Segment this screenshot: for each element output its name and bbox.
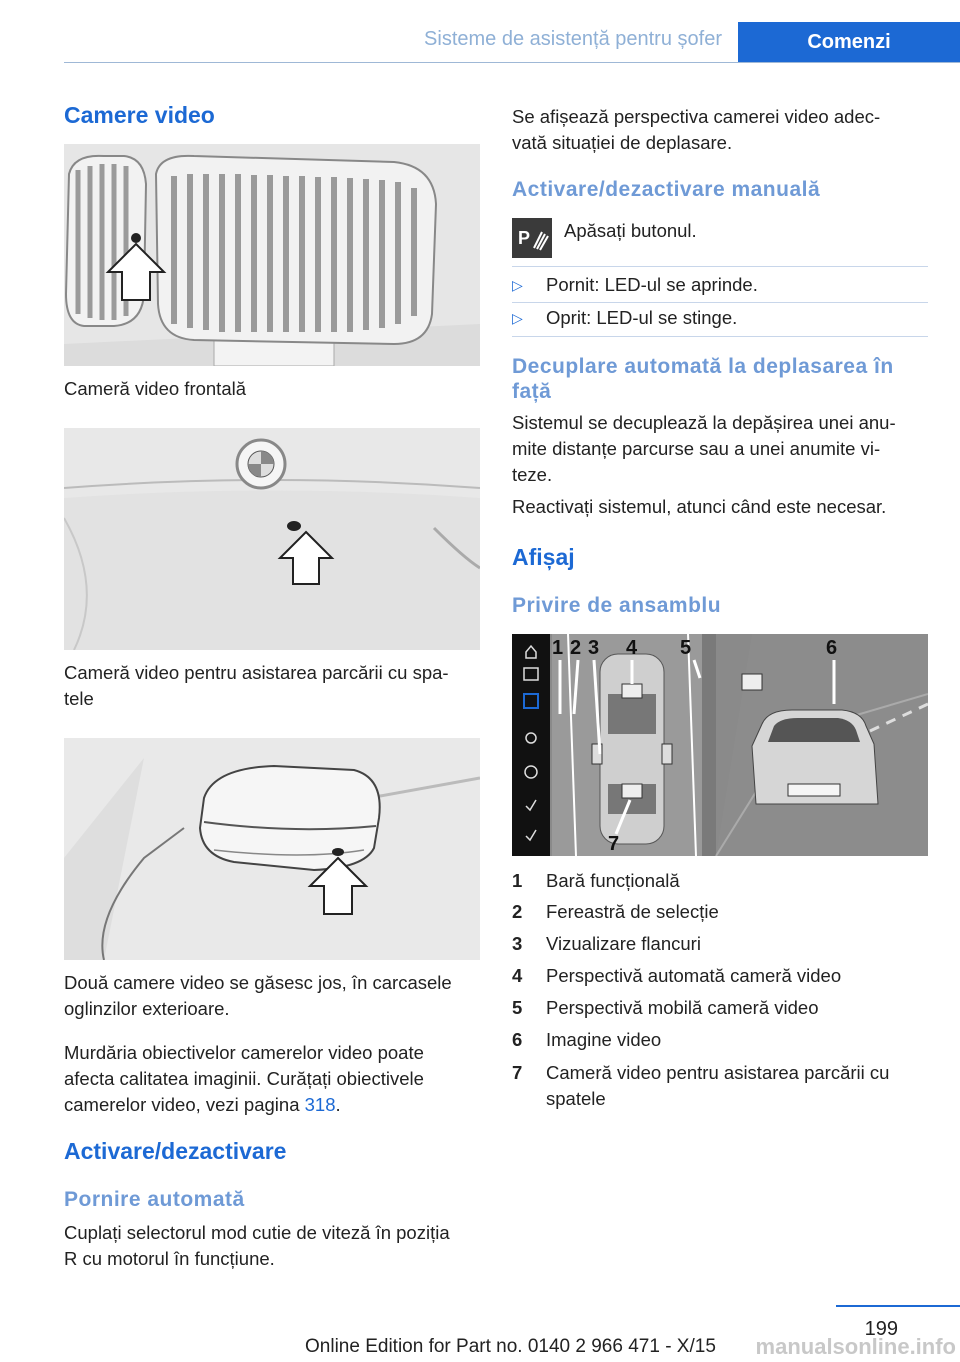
dirt-note-line3 [64,1092,341,1118]
heading-display: Afișaj [512,544,575,570]
legend-text: Perspectivă automată cameră video [546,965,842,986]
bullet-off-text: Oprit: LED-ul se stinge. [546,307,738,328]
reactivate-text: Reactivați sistemul, atunci când este necesar. [512,496,887,517]
parking-camera-button-icon [512,218,552,258]
intro-line1: Se afișează perspectiva camerei video adec- [512,106,881,127]
heading-camere-video: Camere video [64,102,215,128]
screen-number-3: 3 [588,637,600,659]
svg-text:P: P [518,228,531,248]
auto-start-line2: R cu motorul în funcțiune. [64,1248,275,1269]
figure-display-overview [512,634,928,856]
triangle-bullet-icon: ▷ [512,310,523,326]
dirt-note-line2: afecta calitatea imaginii. Curățați obiectivele [64,1068,424,1089]
caption-rear-camera-line1: Cameră video pentru asistarea parcării cu spa- [64,662,449,683]
bullet-separator-1 [512,266,928,267]
dirt-note-end: . [335,1094,341,1115]
legend-number: 1 [512,870,523,891]
bullet-separator-2 [512,302,928,303]
watermark-text: manualsonline.info [755,1334,956,1359]
figure-rear-camera [64,428,480,650]
screen-number-5: 5 [680,637,692,659]
header-section-title: Sisteme de asistență pentru șofer [424,28,722,50]
legend-number: 7 [512,1062,523,1083]
header-rule [64,62,960,63]
legend-number: 5 [512,997,523,1018]
header-tab-comenzi[interactable]: Comenzi [738,22,960,62]
page-link-318[interactable]: 318 [304,1094,336,1115]
legend-text: Fereastră de selecție [546,901,719,922]
heading-manual: Activare/dezactivare manuală [512,178,821,201]
legend-number: 6 [512,1029,523,1050]
triangle-bullet-icon: ▷ [512,277,523,293]
decouple-line1: Sistemul se decuplează la depășirea unei anu- [512,412,896,433]
screen-number-1: 1 [552,637,564,659]
caption-front-camera: Cameră video frontală [64,378,247,399]
heading-auto-start: Pornire automată [64,1188,245,1211]
caption-mirror-line1: Două camere video se găsesc jos, în carcasele [64,972,452,993]
intro-line2: vată situației de deplasare. [512,132,733,153]
legend-number: 4 [512,965,523,986]
decouple-line2: mite distanțe parcurse sau a unei anumite vi- [512,438,881,459]
screen-number-7: 7 [608,833,620,855]
auto-start-line1: Cuplați selectorul mod cutie de viteză în poziția [64,1222,450,1243]
page-number: 199 [864,1318,898,1340]
screen-number-4: 4 [626,637,638,659]
heading-activation: Activare/dezactivare [64,1138,287,1164]
figure-mirror-camera [64,738,480,960]
legend-text: Bară funcțională [546,870,680,891]
legend-number: 2 [512,901,523,922]
bullet-on-text: Pornit: LED-ul se aprinde. [546,274,758,295]
heading-decouple-line2: față [512,380,552,403]
heading-decouple-line1: Decuplare automată la deplasarea în [512,355,894,378]
caption-mirror-line2: oglinzilor exterioare. [64,998,230,1019]
press-button-text: Apăsați butonul. [564,220,697,241]
footer-rule [836,1305,960,1307]
bullet-separator-3 [512,336,928,337]
dirt-note-text: camerelor video, vezi pagina [64,1094,305,1115]
edition-text: Online Edition for Part no. 0140 2 966 471 - X/15 [305,1336,716,1357]
figure-front-camera [64,144,480,366]
heading-overview: Privire de ansamblu [512,594,722,617]
dirt-note-line1: Murdăria obiectivelor camerelor video poate [64,1042,424,1063]
screen-number-6: 6 [826,637,838,659]
decouple-line3: teze. [512,464,553,485]
legend-text: Perspectivă mobilă cameră video [546,997,819,1018]
legend-number: 3 [512,933,523,954]
caption-rear-camera-line2: tele [64,688,94,709]
screen-number-2: 2 [570,637,582,659]
legend-text: Cameră video pentru asistarea parcării cu spatele [546,1062,890,1109]
legend-text: Imagine video [546,1029,662,1050]
legend-text: Vizualizare flancuri [546,933,701,954]
